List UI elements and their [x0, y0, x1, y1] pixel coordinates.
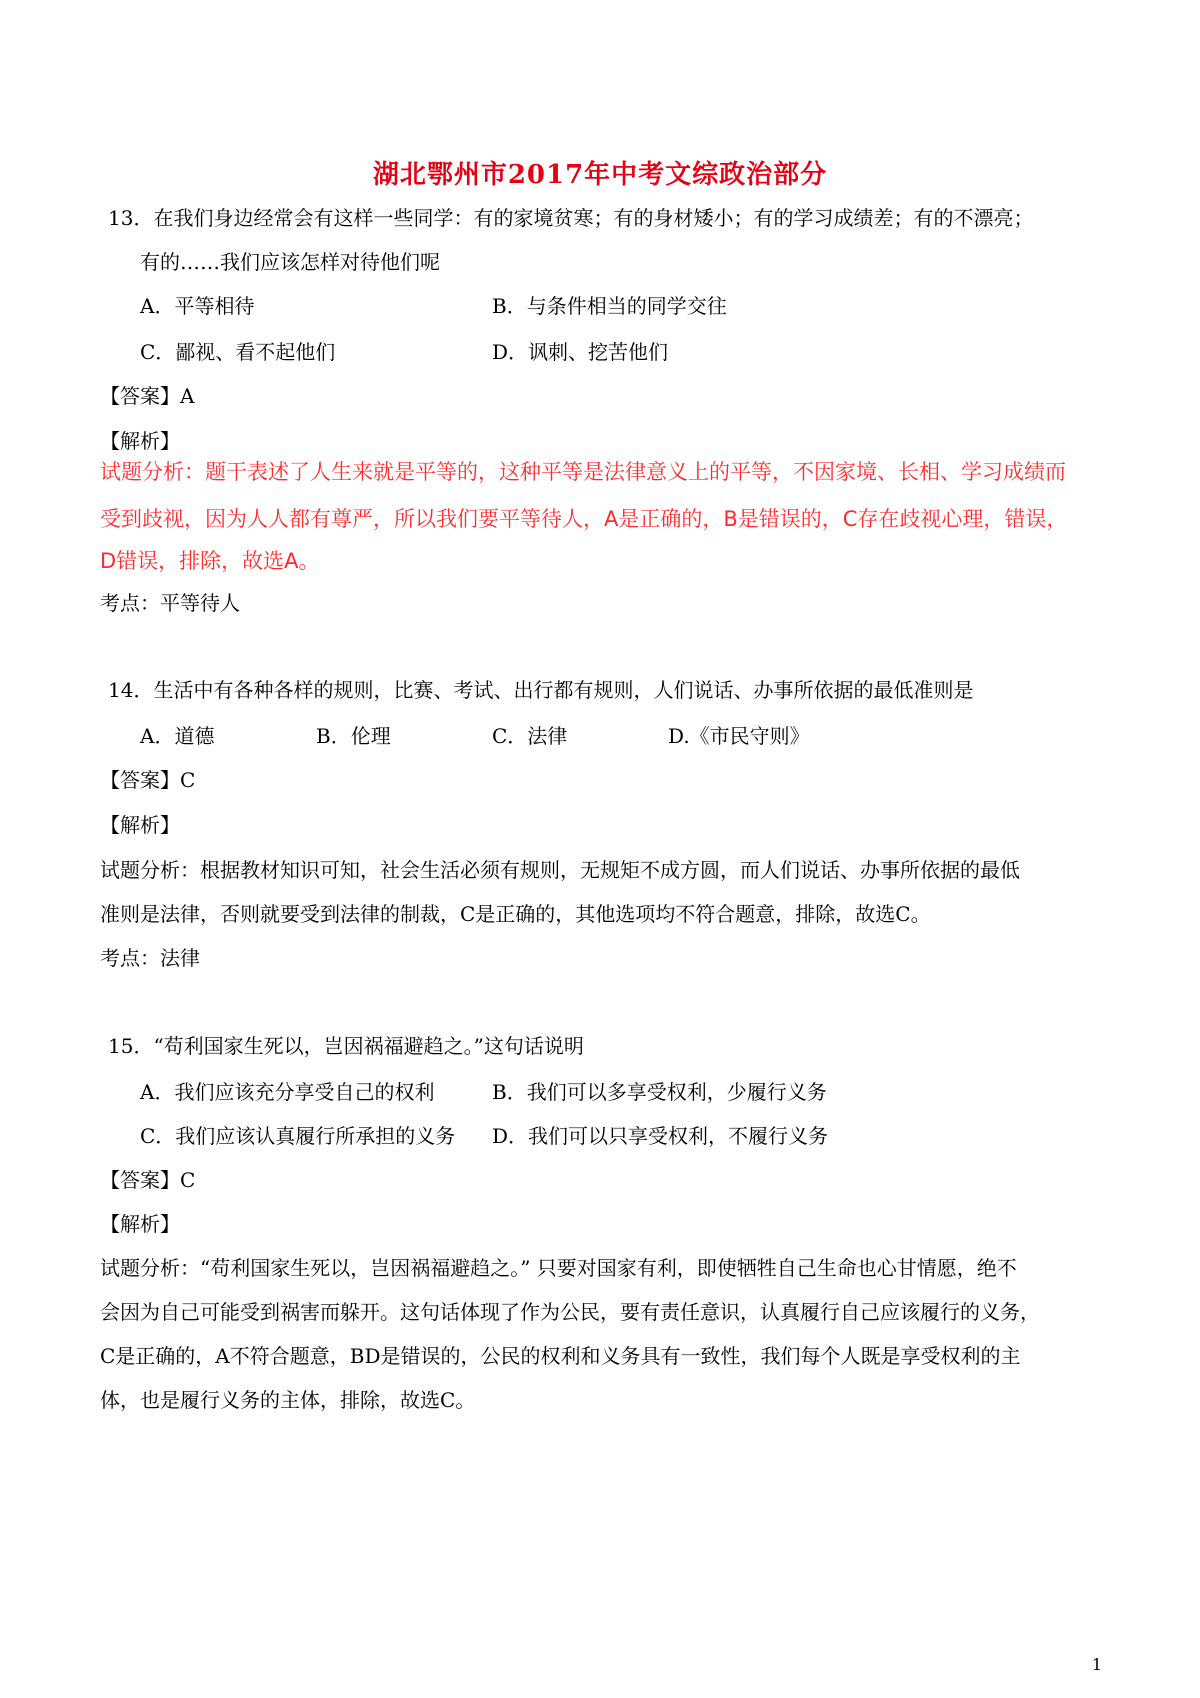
q13-option-d: D．讽刺、挖苦他们 — [492, 340, 669, 364]
q13-analysis-label: 【解析】 — [100, 429, 180, 453]
q13-option-a: A．平等相待 — [140, 294, 255, 318]
q15-stem: 15．“苟利国家生死以，岂因祸福避趋之。”这句话说明 — [108, 1034, 584, 1058]
q13-option-b: B．与条件相当的同学交往 — [492, 294, 727, 318]
q15-analysis-line-3: C是正确的，A不符合题意，BD是错误的，公民的权利和义务具有一致性，我们每个人既是享受权利的主 — [100, 1344, 1021, 1368]
q14-analysis-line-2: 准则是法律，否则就要受到法律的制裁，C是正确的，其他选项均不符合题意，排除，故选C。 — [100, 902, 931, 926]
q15-option-c: C．我们应该认真履行所承担的义务 — [140, 1124, 456, 1148]
q14-option-a: A．道德 — [140, 724, 215, 748]
q13-stem-line-2: 有的……我们应该怎样对待他们呢 — [140, 250, 440, 274]
q14-option-d: D.《市民守则》 — [668, 724, 810, 748]
q13-analysis-line-3: D错误，排除，故选A。 — [100, 549, 320, 573]
q14-option-b: B．伦理 — [316, 724, 391, 748]
q13-stem-line-1: 13．在我们身边经常会有这样一些同学：有的家境贫寒；有的身材矮小；有的学习成绩差；有的不漂亮； — [108, 206, 1034, 230]
page-number: 1 — [1091, 1655, 1102, 1674]
q15-answer: 【答案】C — [100, 1168, 196, 1192]
q13-answer: 【答案】A — [100, 384, 195, 408]
q15-analysis-label: 【解析】 — [100, 1212, 180, 1236]
q14-option-c: C．法律 — [492, 724, 568, 748]
q15-option-b: B．我们可以多享受权利，少履行义务 — [492, 1080, 827, 1104]
q13-analysis-line-1: 试题分析：题干表述了人生来就是平等的，这种平等是法律意义上的平等，不因家境、长相、学习成绩而 — [100, 460, 1066, 484]
q14-stem: 14．生活中有各种各样的规则，比赛、考试、出行都有规则，人们说话、办事所依据的最低准则是 — [108, 678, 974, 702]
q14-kaodian: 考点：法律 — [100, 946, 200, 970]
q14-analysis-line-1: 试题分析：根据教材知识可知，社会生活必须有规则，无规矩不成方圆，而人们说话、办事所依据的最低 — [100, 858, 1020, 882]
document-title: 湖北鄂州市2017年中考文综政治部分 — [372, 160, 828, 190]
q15-analysis-line-4: 体，也是履行义务的主体，排除，故选C。 — [100, 1388, 476, 1412]
q14-answer: 【答案】C — [100, 768, 196, 792]
q15-analysis-line-2: 会因为自己可能受到祸害而躲开。这句话体现了作为公民，要有责任意识，认真履行自己应该履行的义务， — [100, 1300, 1040, 1324]
q15-option-d: D．我们可以只享受权利，不履行义务 — [492, 1124, 829, 1148]
q15-analysis-line-1: 试题分析：“苟利国家生死以，岂因祸福避趋之。” 只要对国家有利，即使牺牲自己生命也心甘情愿，绝不 — [100, 1256, 1017, 1280]
q13-option-c: C．鄙视、看不起他们 — [140, 340, 336, 364]
q13-kaodian: 考点：平等待人 — [100, 591, 240, 615]
q14-analysis-label: 【解析】 — [100, 813, 180, 837]
q13-analysis-line-2: 受到歧视，因为人人都有尊严，所以我们要平等待人，A是正确的，B是错误的，C存在歧视心理，错误， — [100, 507, 1068, 531]
q15-option-a: A．我们应该充分享受自己的权利 — [140, 1080, 435, 1104]
